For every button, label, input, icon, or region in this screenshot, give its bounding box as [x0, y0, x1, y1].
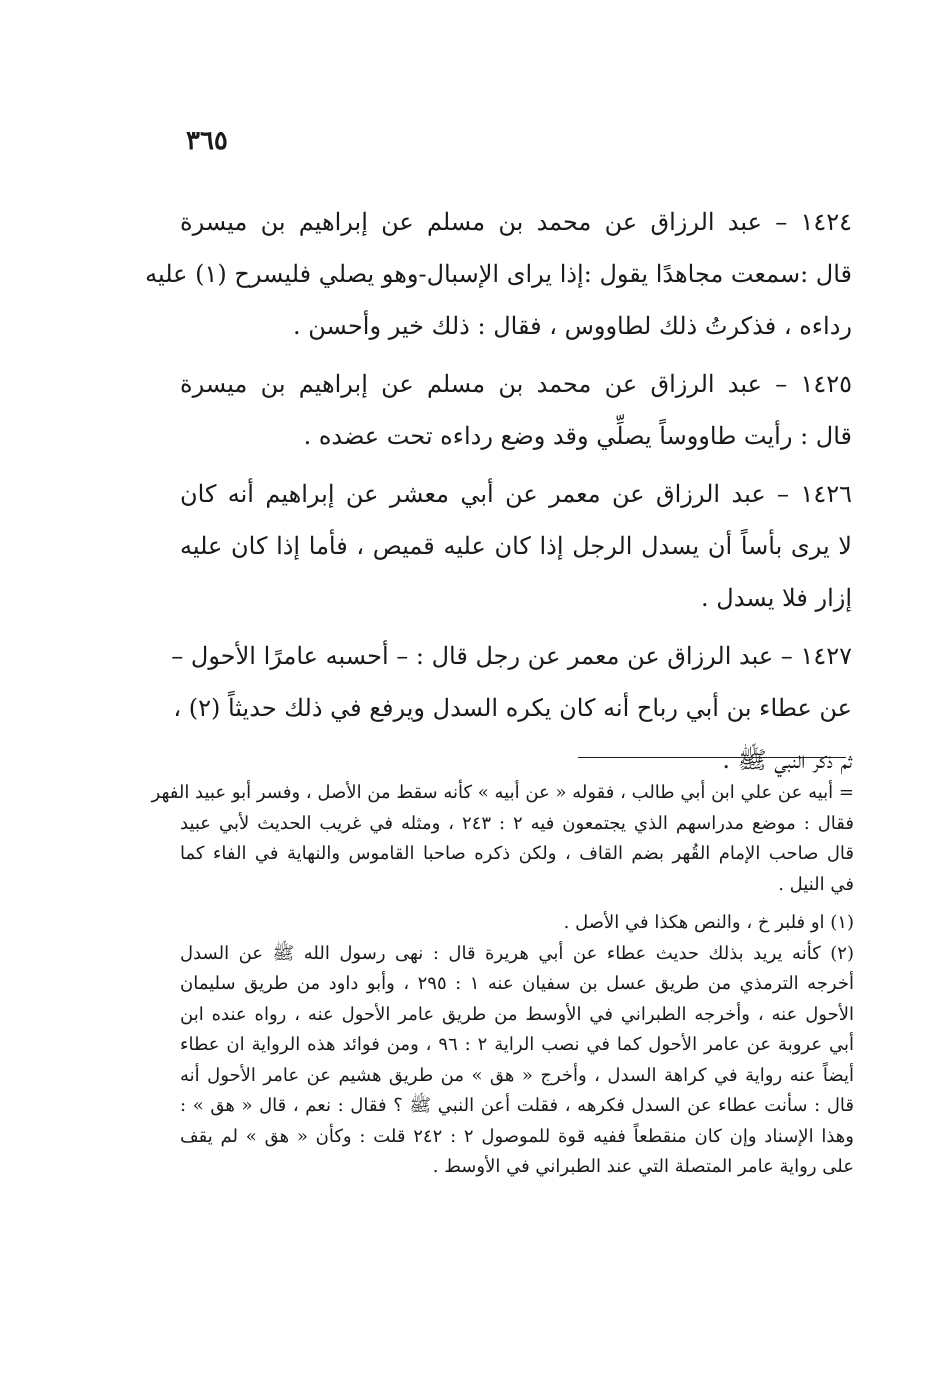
footnote-2-line-1: (٢) كأنه يريد بذلك حديث عطاء عن أبي هريرة قال : نهى رسول الله ﷺ عن السدل	[180, 942, 854, 964]
footnote-continued-line-3: قال صاحب الإمام القُهر بضم القاف ، ولكن ذكره صاحبا القاموس والنهاية في الفاء كما	[180, 843, 854, 864]
hadith-1427-line-3: ثم ذكر النبي ﷺ .	[722, 746, 852, 774]
hadith-1427-line-2: عن عطاء بن أبي رباح أنه كان يكره السدل ويرفع في ذلك حديثاً (٢) ،	[173, 694, 852, 722]
hadith-1424-line-3: رداءه ، فذكرتُ ذلك لطاووس ، فقال : ذلك خير وأحسن .	[293, 312, 852, 340]
footnote-2-line-8: على رواية عامر المتصلة التي عند الطبراني في الأوسط .	[432, 1156, 854, 1177]
footnote-2-line-5: أيضاً عنه رواية في كراهة السدل ، وأخرج « هق » من طريق هشيم عن عامر الأحول أنه	[180, 1064, 854, 1086]
footnote-2-line-6: قال : سأنت عطاء عن السدل فكرهه ، فقلت أعن النبي ﷺ ؟ فقال : نعم ، قال « هق » :	[180, 1095, 854, 1116]
hadith-1426-line-1: ١٤٢٦ – عبد الرزاق عن معمر عن أبي معشر عن إبراهيم أنه كان	[180, 480, 852, 508]
footnote-continued-line-4: في النيل .	[778, 873, 854, 895]
footnote-2-line-2: أخرجه الترمذي من طريق عسل بن سفيان عنه ١ : ٢٩٥ ، وأبو داود من طريق سليمان	[180, 973, 854, 994]
hadith-1426-line-3: إزار فلا يسدل .	[701, 584, 852, 612]
hadith-1425-line-1: ١٤٢٥ – عبد الرزاق عن محمد بن مسلم عن إبراهيم بن ميسرة	[180, 370, 852, 398]
page-number: ٣٦٥	[186, 126, 228, 156]
footnotes	[151, 778, 854, 1183]
footnote-2-line-4: أبي عروبة عن عامر الأحول كما في نصب الراية ٢ : ٩٦ ، ومن فوائد هذه الرواية ان عطاء	[180, 1034, 854, 1055]
footnote-2-line-3: الأحول عنه ، وأخرجه الطبراني في الأوسط من طريق عامر الأحول عنه ، رواه عنده ابن	[180, 1003, 854, 1025]
footnote-1: (١) او فلبر خ ، والنص هكذا في الأصل .	[563, 912, 854, 933]
hadith-1427-line-1: ١٤٢٧ – عبد الرزاق عن معمر عن رجل قال : – أحسبه عامرًا الأحول –	[171, 642, 852, 670]
hadith-1425-line-2: قال : رأيت طاووساً يصلِّي وقد وضع رداءه تحت عضده .	[303, 422, 852, 450]
hadith-1426-line-2: لا يرى بأساً أن يسدل الرجل إذا كان عليه قميص ، فأما إذا كان عليه	[180, 532, 852, 560]
footnote-continued-line-1: = أبيه عن علي ابن أبي طالب ، فقوله « عن أبيه » كأنه سقط من الأصل ، وفسر أبو عبيد الفهر	[151, 782, 854, 803]
footnote-continued-line-2: فقال : موضع مدراسهم الذي يجتمعون فيه ٢ : ٢٤٣ ، ومثله في غريب الحديث لأبي عبيد	[180, 812, 854, 834]
hadith-1424-line-2: قال :سمعت مجاهدًا يقول :إذا يراى الإسبال-وهو يصلي فليسرح (١) عليه	[145, 260, 852, 288]
main-text	[145, 196, 852, 786]
footnote-divider	[578, 757, 846, 758]
hadith-1424-line-1: ١٤٢٤ – عبد الرزاق عن محمد بن مسلم عن إبراهيم بن ميسرة	[180, 208, 852, 236]
footnote-2-line-7: وهذا الإسناد وإن كان منقطعاً ففيه قوة للموصول ٢ : ٢٤٢ قلت : وكأن « هق » لم يقف	[180, 1125, 854, 1147]
